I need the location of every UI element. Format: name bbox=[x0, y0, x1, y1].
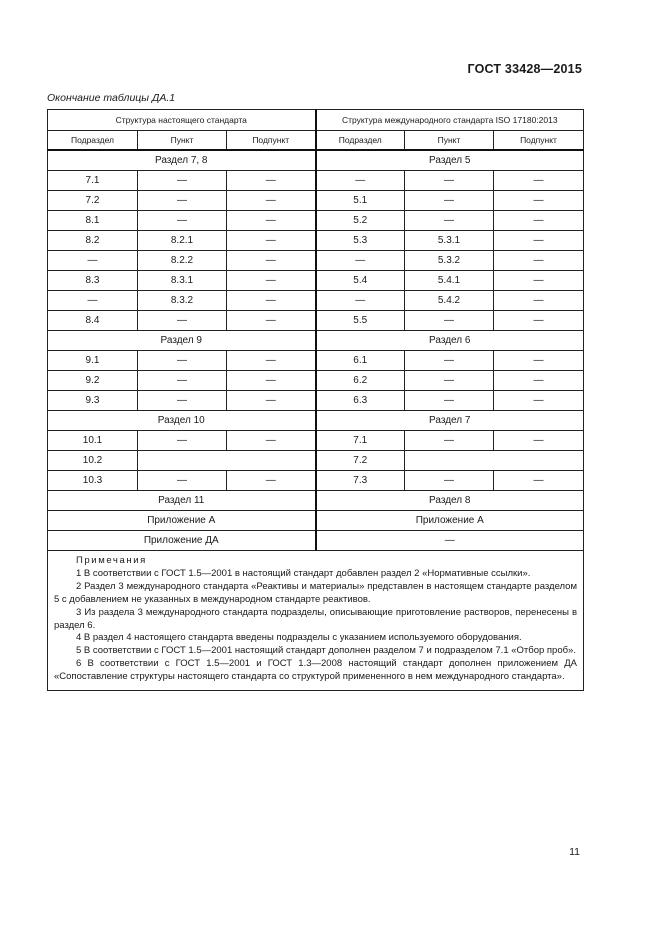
table-row bbox=[48, 271, 584, 291]
table-cell: 9.3 bbox=[48, 391, 138, 411]
group-header-international: Структура международного стандарта ISO 17180:2013 bbox=[316, 110, 584, 131]
table-cell: 7.1 bbox=[48, 171, 138, 191]
table-cell: — bbox=[138, 351, 227, 371]
section-label: Приложение А bbox=[48, 511, 316, 531]
table-cell: — bbox=[227, 311, 316, 331]
table-row bbox=[48, 431, 584, 451]
table-cell: — bbox=[138, 311, 227, 331]
table-cell: 10.2 bbox=[48, 451, 138, 471]
table-cell: 8.2.1 bbox=[138, 231, 227, 251]
table-cell: — bbox=[494, 251, 584, 271]
table-cell: 8.2 bbox=[48, 231, 138, 251]
table-cell: — bbox=[405, 371, 494, 391]
table-cell: 7.2 bbox=[48, 191, 138, 211]
table-row bbox=[48, 391, 584, 411]
table-cell: 5.3 bbox=[316, 231, 405, 251]
table-cell: — bbox=[405, 211, 494, 231]
group-header-national: Структура настоящего стандарта bbox=[48, 110, 316, 131]
table-cell: 7.1 bbox=[316, 431, 405, 451]
table-cell: 5.3.1 bbox=[405, 231, 494, 251]
table-cell: — bbox=[227, 431, 316, 451]
group-header-row bbox=[48, 110, 584, 131]
table-cell: 6.2 bbox=[316, 371, 405, 391]
sub-header: Пункт bbox=[405, 131, 494, 151]
table-cell: 5.4 bbox=[316, 271, 405, 291]
table-cell: — bbox=[227, 471, 316, 491]
table-cell: — bbox=[494, 431, 584, 451]
table-cell: 7.2 bbox=[316, 451, 405, 471]
table-row bbox=[48, 251, 584, 271]
table-cell: 8.2.2 bbox=[138, 251, 227, 271]
table-cell: — bbox=[227, 371, 316, 391]
page-number: 11 bbox=[569, 846, 580, 858]
table-cell: — bbox=[138, 471, 227, 491]
table-cell: — bbox=[494, 231, 584, 251]
table-cell: 8.1 bbox=[48, 211, 138, 231]
note-item: 5 В соответствии с ГОСТ 1.5—2001 настоящий стандарт дополнен разделом 7 и подразделом 7.1 «Отбор проб». bbox=[76, 645, 576, 657]
section-label: Раздел 11 bbox=[48, 491, 316, 511]
table-cell: — bbox=[494, 311, 584, 331]
section-label: Раздел 7 bbox=[316, 411, 584, 431]
table-cell: — bbox=[494, 211, 584, 231]
table-cell: 5.4.1 bbox=[405, 271, 494, 291]
table-cell: — bbox=[405, 171, 494, 191]
section-row bbox=[48, 511, 584, 531]
table-row bbox=[48, 451, 584, 471]
table-cell: 6.3 bbox=[316, 391, 405, 411]
table-cell: — bbox=[227, 291, 316, 311]
sub-header: Подраздел bbox=[48, 131, 138, 151]
table-caption: Окончание таблицы ДА.1 bbox=[47, 92, 176, 104]
table-cell: — bbox=[138, 211, 227, 231]
table-row bbox=[48, 351, 584, 371]
section-label: Приложение ДА bbox=[48, 531, 316, 551]
table-cell: 7.3 bbox=[316, 471, 405, 491]
table-row bbox=[48, 211, 584, 231]
table-cell: — bbox=[138, 191, 227, 211]
table-cell: 10.3 bbox=[48, 471, 138, 491]
table-cell: 5.3.2 bbox=[405, 251, 494, 271]
notes-block bbox=[48, 551, 584, 691]
table-cell: — bbox=[494, 371, 584, 391]
table-cell: — bbox=[405, 191, 494, 211]
table-cell: 9.1 bbox=[48, 351, 138, 371]
note-item: 6 В соответствии с ГОСТ 1.5—2001 и ГОСТ 1.3—2008 настоящий стандарт дополнен приложением ДА «Сопоставление структуры настоящего стандарта со структурой примененного в нем международного стандарта». bbox=[54, 658, 578, 683]
table-cell: — bbox=[494, 191, 584, 211]
section-label: Раздел 8 bbox=[316, 491, 584, 511]
table-cell: — bbox=[227, 271, 316, 291]
table-cell: — bbox=[227, 391, 316, 411]
table-row bbox=[48, 231, 584, 251]
table-cell: — bbox=[316, 171, 405, 191]
table-cell: 8.3 bbox=[48, 271, 138, 291]
section-row bbox=[48, 150, 584, 171]
sub-header: Подраздел bbox=[316, 131, 405, 151]
sub-header-row bbox=[48, 131, 584, 151]
table-row bbox=[48, 471, 584, 491]
table-cell: — bbox=[48, 291, 138, 311]
table-cell bbox=[138, 451, 316, 471]
section-row bbox=[48, 531, 584, 551]
document-code: ГОСТ 33428—2015 bbox=[467, 62, 582, 76]
table-cell: — bbox=[316, 291, 405, 311]
table-cell: — bbox=[227, 251, 316, 271]
notes-row bbox=[48, 551, 584, 691]
note-item: 3 Из раздела 3 международного стандарта подразделы, описывающие приготовление растворов, перенесены в раздел 6. bbox=[54, 606, 578, 631]
sub-header: Подпункт bbox=[494, 131, 584, 151]
table-row bbox=[48, 191, 584, 211]
section-label: Приложение А bbox=[316, 511, 584, 531]
table-cell: 5.1 bbox=[316, 191, 405, 211]
table-cell: 6.1 bbox=[316, 351, 405, 371]
table-cell: — bbox=[494, 171, 584, 191]
note-item: 1 В соответствии с ГОСТ 1.5—2001 в настоящий стандарт добавлен раздел 2 «Нормативные ссылки». bbox=[76, 567, 531, 579]
section-label: Раздел 10 bbox=[48, 411, 316, 431]
section-label: — bbox=[316, 531, 584, 551]
table-cell: — bbox=[405, 391, 494, 411]
table-cell: — bbox=[405, 431, 494, 451]
note-item: 2 Раздел 3 международного стандарта «Реактивы и материалы» представлен в настоящем стандарте разделом 5 с добавлением не указанных в международном стандарте реактивов. bbox=[54, 580, 578, 605]
table-row bbox=[48, 171, 584, 191]
table-cell: — bbox=[405, 471, 494, 491]
table-cell: — bbox=[494, 471, 584, 491]
section-label: Раздел 9 bbox=[48, 331, 316, 351]
structure-comparison-table bbox=[47, 109, 584, 691]
table-cell: — bbox=[138, 371, 227, 391]
table-cell: — bbox=[138, 431, 227, 451]
table-cell: — bbox=[494, 351, 584, 371]
table-row bbox=[48, 371, 584, 391]
sub-header: Подпункт bbox=[227, 131, 316, 151]
note-item: 4 В раздел 4 настоящего стандарта введены подразделы с указанием используемого оборудования. bbox=[76, 632, 522, 644]
table-cell: — bbox=[138, 171, 227, 191]
sub-header: Пункт bbox=[138, 131, 227, 151]
table-cell bbox=[405, 451, 584, 471]
section-label: Раздел 7, 8 bbox=[48, 150, 316, 171]
section-row bbox=[48, 491, 584, 511]
table-row bbox=[48, 291, 584, 311]
table-cell: — bbox=[494, 391, 584, 411]
table-cell: 10.1 bbox=[48, 431, 138, 451]
section-label: Раздел 6 bbox=[316, 331, 584, 351]
table-cell: — bbox=[138, 391, 227, 411]
table-cell: — bbox=[316, 251, 405, 271]
table-cell: — bbox=[227, 231, 316, 251]
notes-title: Примечания bbox=[76, 555, 147, 566]
section-row bbox=[48, 331, 584, 351]
table-cell: — bbox=[227, 191, 316, 211]
table-cell: 8.3.1 bbox=[138, 271, 227, 291]
section-label: Раздел 5 bbox=[316, 150, 584, 171]
table-cell: 5.4.2 bbox=[405, 291, 494, 311]
table-cell: — bbox=[405, 311, 494, 331]
table-cell: 9.2 bbox=[48, 371, 138, 391]
table-cell: — bbox=[494, 271, 584, 291]
table-row bbox=[48, 311, 584, 331]
table-cell: — bbox=[227, 171, 316, 191]
table-cell: 8.3.2 bbox=[138, 291, 227, 311]
table-cell: — bbox=[48, 251, 138, 271]
table-cell: — bbox=[227, 351, 316, 371]
table-cell: — bbox=[405, 351, 494, 371]
table-cell: — bbox=[494, 291, 584, 311]
table-cell: 5.5 bbox=[316, 311, 405, 331]
section-row bbox=[48, 411, 584, 431]
table-cell: 8.4 bbox=[48, 311, 138, 331]
table-cell: — bbox=[227, 211, 316, 231]
table-cell: 5.2 bbox=[316, 211, 405, 231]
